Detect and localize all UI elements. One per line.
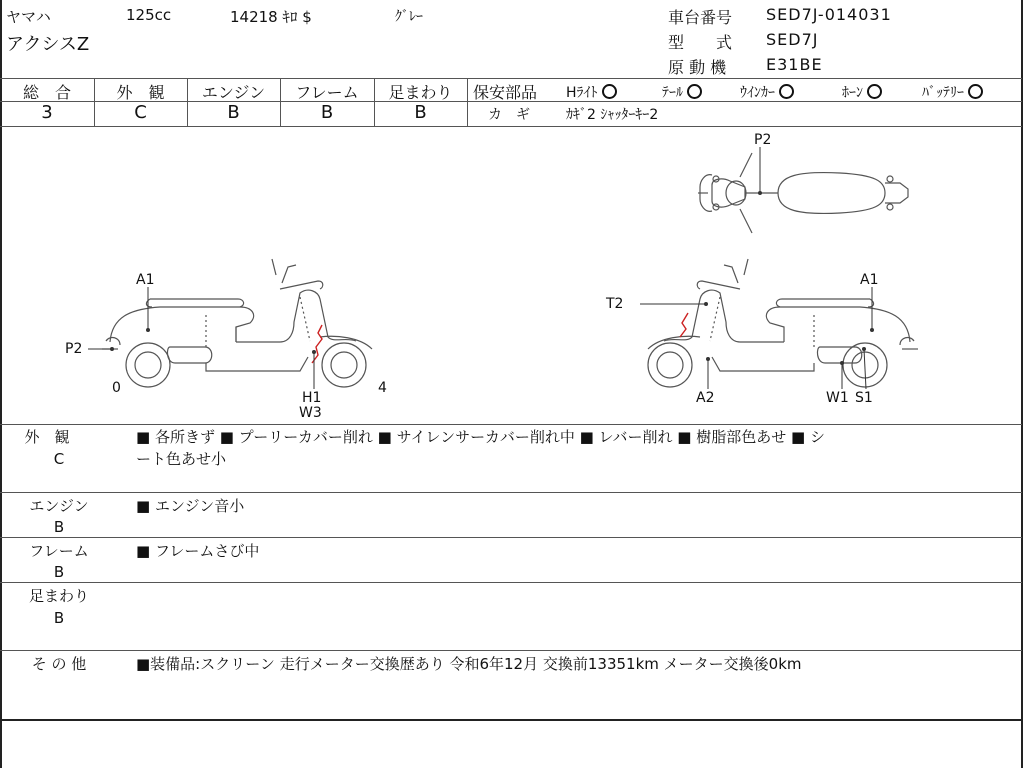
remark-engine-text: ■ エンジン音小	[136, 497, 245, 515]
exterior-label: 外 観	[116, 83, 165, 102]
label-zero: 0	[112, 380, 121, 396]
key-value: ｶｷﾞ2 ｼｬｯﾀｰｷｰ2	[566, 107, 659, 123]
safety-title: 保安部品	[473, 83, 538, 102]
overall-label: 総 合	[22, 83, 71, 102]
mileage: 14218 ｷﾛ $	[230, 8, 312, 26]
grade-top-line	[0, 78, 1022, 79]
grade-sep	[467, 78, 468, 126]
displacement: 125cc	[126, 6, 172, 24]
remark-sep	[0, 582, 1022, 583]
remark-sep	[0, 537, 1022, 538]
remark-suspension-label: 足まわり	[28, 587, 89, 605]
remark-bottom-line	[0, 719, 1022, 721]
label-a1-left: A1	[136, 272, 155, 288]
headlight-ok-icon	[602, 84, 617, 99]
safety-tail: ﾃｰﾙ	[662, 82, 702, 102]
label-p2-left: P2	[65, 341, 83, 357]
remark-engine-grade: B	[53, 518, 65, 536]
engine-label: エンジン	[201, 83, 266, 102]
winker-ok-icon	[779, 84, 794, 99]
label-a1-right: A1	[860, 272, 879, 288]
scooter-top-view	[698, 153, 908, 233]
label-w1: W1	[826, 390, 849, 406]
remark-sep	[0, 650, 1022, 651]
maker: ヤマハ	[6, 8, 51, 26]
suspension-label: 足まわり	[388, 83, 453, 102]
type-value: SED7J	[766, 30, 819, 49]
right-border	[1021, 0, 1023, 768]
remark-exterior-label: 外 観	[24, 428, 70, 446]
engine-value: B	[227, 102, 240, 123]
remark-suspension-grade: B	[53, 609, 65, 627]
label-a2: A2	[696, 390, 715, 406]
remark-engine-label: エンジン	[29, 497, 89, 515]
safety-horn: ﾎｰﾝ	[842, 82, 882, 102]
label-p2-top: P2	[754, 132, 772, 148]
remark-frame-label: フレーム	[29, 542, 89, 560]
exterior-value: C	[134, 102, 147, 123]
body-color: ｸﾞﾚｰ	[395, 9, 423, 25]
safety-headlight: Hﾗｲﾄ	[566, 82, 617, 102]
frame-no-value: SED7J-014031	[766, 5, 892, 24]
label-h1: H1	[302, 390, 322, 406]
type-label: 型 式	[668, 33, 733, 52]
tail-ok-icon	[687, 84, 702, 99]
frame-label: フレーム	[295, 83, 359, 102]
engine-model-label: 原 動 機	[668, 58, 727, 77]
remark-exterior-line1: ■ 各所きず ■ プーリーカバー削れ ■ サイレンサーカバー削れ中 ■ レバー削れ ■ 樹脂部色あせ ■ シ	[136, 428, 825, 446]
label-four: 4	[378, 380, 387, 396]
overall-value: 3	[41, 102, 53, 123]
frame-value: B	[320, 102, 334, 123]
frame-no-label: 車台番号	[668, 8, 733, 27]
horn-ok-icon	[867, 84, 882, 99]
remark-other-label: そ の 他	[31, 655, 87, 673]
damage-marks	[312, 313, 688, 363]
remark-sep	[0, 492, 1022, 493]
key-label: カ ギ	[488, 107, 530, 123]
remark-frame-text: ■ フレームさび中	[136, 542, 260, 560]
remark-exterior-grade: C	[53, 450, 65, 468]
label-t2: T2	[606, 296, 624, 312]
label-w3: W3	[299, 405, 322, 421]
label-s1: S1	[855, 390, 873, 406]
engine-model-value: E31BE	[766, 55, 823, 74]
model-name: アクシスZ	[6, 34, 90, 55]
safety-winker: ｳｲﾝｶｰ	[740, 82, 794, 102]
remark-frame-grade: B	[53, 563, 65, 581]
safety-battery: ﾊﾞｯﾃﾘｰ	[922, 82, 983, 102]
remark-exterior-line2: ート色あせ小	[136, 450, 227, 468]
diagram-bottom-line	[0, 424, 1022, 425]
remark-other-text: ■装備品:スクリーン 走行メーター交換歴あり 令和6年12月 交換前13351km メーター交換後0km	[136, 655, 802, 673]
suspension-value: B	[414, 102, 427, 123]
battery-ok-icon	[968, 84, 983, 99]
